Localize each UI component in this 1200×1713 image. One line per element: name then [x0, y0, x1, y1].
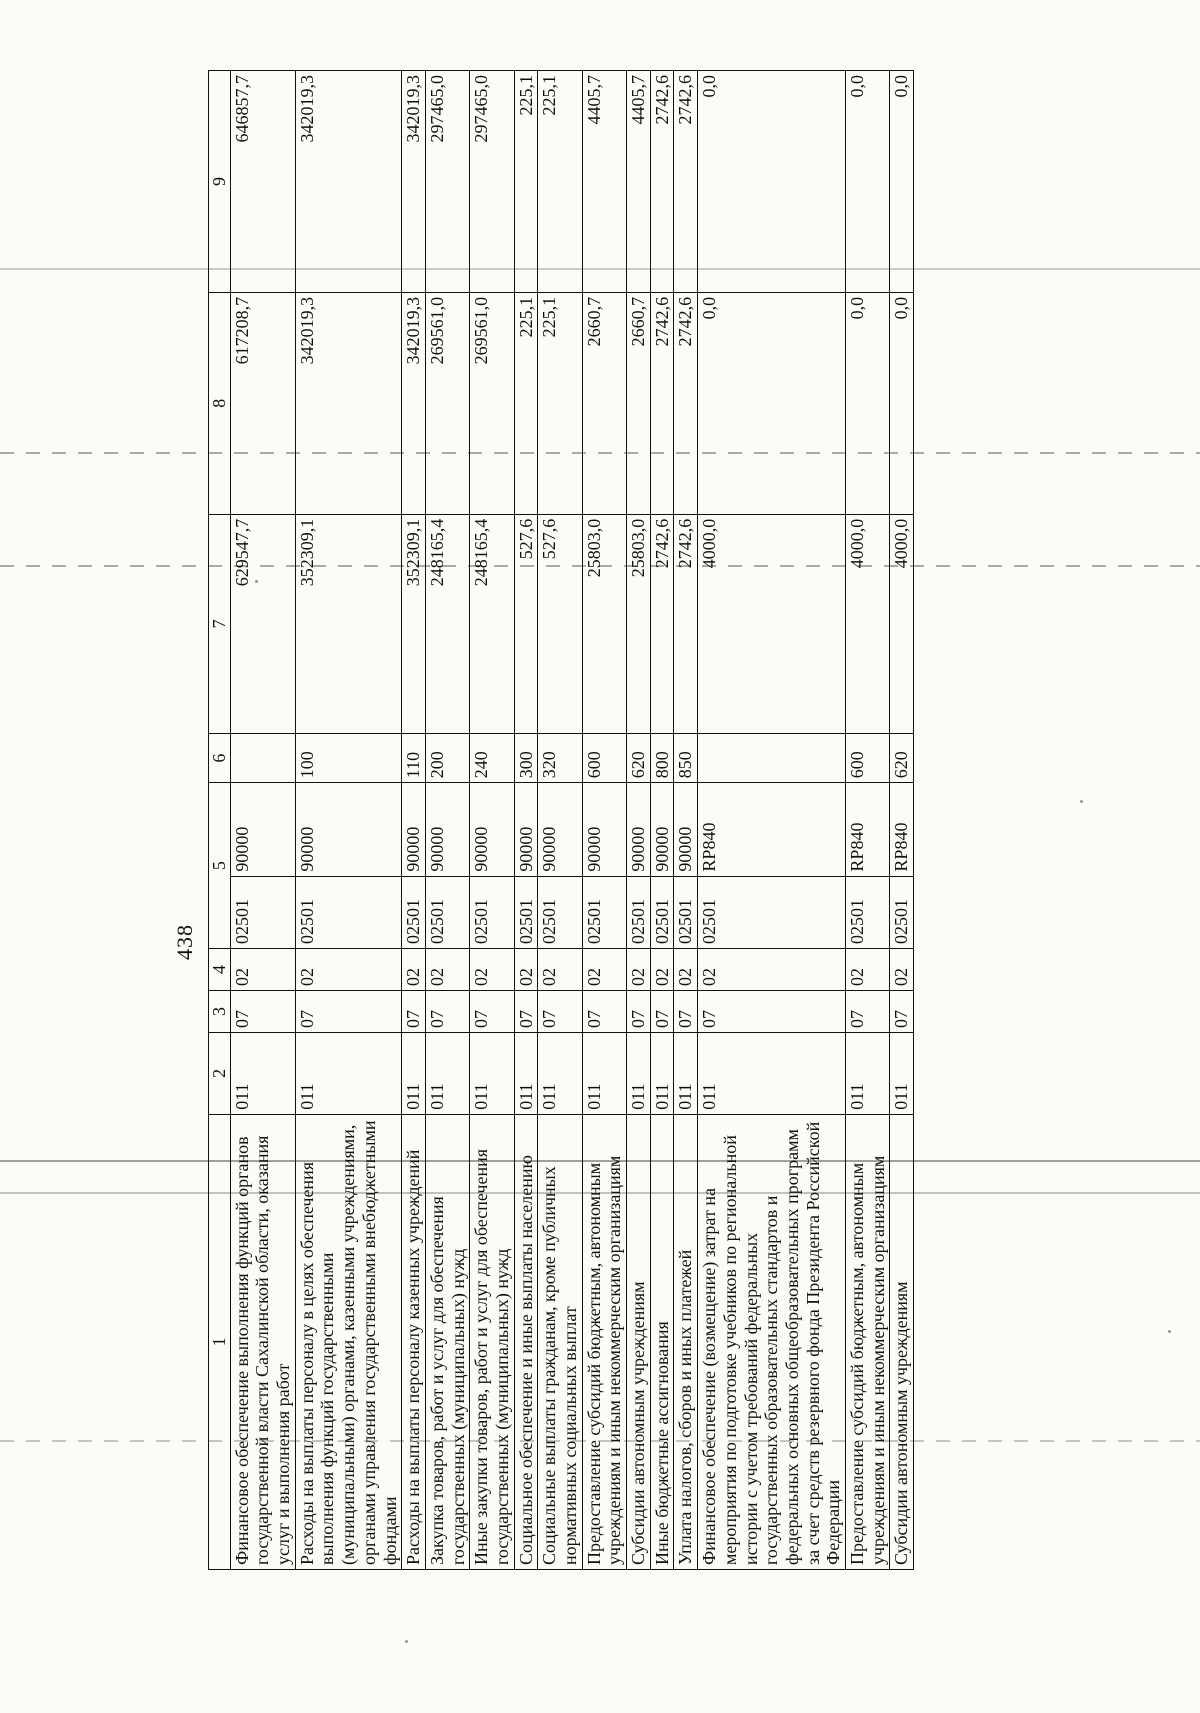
code-cell: 90000 [230, 783, 295, 876]
amount-cell: 2742,6 [650, 292, 674, 514]
column-header: 8 [209, 292, 231, 514]
code-cell: 90000 [538, 783, 582, 876]
amount-cell: 225,1 [538, 71, 582, 293]
table-row [230, 71, 295, 1570]
scan-speck [405, 1640, 408, 1643]
amount-cell: 225,1 [514, 71, 538, 293]
code-cell: 110 [402, 734, 426, 783]
code-cell: 90000 [650, 783, 674, 876]
expense-description: Социальное обеспечение и иные выплаты населению [514, 1114, 538, 1569]
table-row [890, 71, 914, 1570]
amount-cell: 4000,0 [890, 514, 914, 733]
code-cell: 90000 [425, 783, 469, 876]
amount-cell: 225,1 [538, 292, 582, 514]
expense-description: Расходы на выплаты персоналу казенных учреждений [402, 1114, 426, 1569]
table-row [627, 71, 651, 1570]
code-cell: 02501 [650, 876, 674, 948]
amount-cell: 269561,0 [470, 292, 514, 514]
column-header: 7 [209, 514, 231, 733]
code-cell: 90000 [295, 783, 401, 876]
amount-cell: 0,0 [890, 292, 914, 514]
code-cell: 011 [514, 1032, 538, 1114]
expense-description: Социальные выплаты гражданам, кроме публичных нормативных социальных выплат [538, 1114, 582, 1569]
column-header: 3 [209, 990, 231, 1032]
code-cell: 07 [470, 990, 514, 1032]
amount-cell: 2660,7 [582, 292, 626, 514]
column-header: 2 [209, 1032, 231, 1114]
amount-cell: 225,1 [514, 292, 538, 514]
amount-cell: 4405,7 [582, 71, 626, 293]
amount-cell: 269561,0 [425, 292, 469, 514]
code-cell: 011 [425, 1032, 469, 1114]
amount-cell: 2742,6 [650, 71, 674, 293]
amount-cell: 342019,3 [402, 292, 426, 514]
table-row [470, 71, 514, 1570]
code-cell: 02501 [538, 876, 582, 948]
code-cell: 02 [295, 948, 401, 990]
amount-cell: 0,0 [845, 292, 889, 514]
code-cell: 02501 [698, 876, 846, 948]
rotated-content [150, 60, 1190, 1600]
code-cell [230, 734, 295, 783]
column-header: 4 [209, 948, 231, 990]
code-cell: 02501 [295, 876, 401, 948]
amount-cell: 4000,0 [698, 514, 846, 733]
code-cell: 02 [582, 948, 626, 990]
amount-cell: 527,6 [538, 514, 582, 733]
code-cell: 600 [582, 734, 626, 783]
code-cell: 02 [425, 948, 469, 990]
code-cell: 02 [890, 948, 914, 990]
amount-cell: 342019,3 [402, 71, 426, 293]
amount-cell: 2660,7 [627, 292, 651, 514]
code-cell: 800 [650, 734, 674, 783]
amount-cell: 297465,0 [425, 71, 469, 293]
code-cell: 02 [650, 948, 674, 990]
code-cell: 02501 [230, 876, 295, 948]
code-cell: 620 [627, 734, 651, 783]
code-cell: 02501 [627, 876, 651, 948]
amount-cell: 2742,6 [674, 514, 698, 733]
page-number: 438 [172, 924, 197, 960]
column-number-row [209, 71, 231, 1570]
code-cell: 011 [674, 1032, 698, 1114]
table-row [514, 71, 538, 1570]
code-cell: 011 [470, 1032, 514, 1114]
expense-description: Закупка товаров, работ и услуг для обеспечения государственных (муниципальных) нужд [425, 1114, 469, 1569]
column-header: 5 [209, 783, 231, 949]
code-cell: 90000 [674, 783, 698, 876]
code-cell: 200 [425, 734, 469, 783]
code-cell: 07 [845, 990, 889, 1032]
code-cell: 90000 [402, 783, 426, 876]
code-cell: 02 [538, 948, 582, 990]
code-cell: 02 [402, 948, 426, 990]
code-cell: RP840 [890, 783, 914, 876]
code-cell: 600 [845, 734, 889, 783]
code-cell: 02 [627, 948, 651, 990]
amount-cell: 25803,0 [627, 514, 651, 733]
expense-description: Предоставление субсидий бюджетным, автономным учреждениям и иным некоммерческим организациям [845, 1114, 889, 1569]
code-cell: 02501 [425, 876, 469, 948]
code-cell: 07 [698, 990, 846, 1032]
code-cell: 02 [845, 948, 889, 990]
expense-description: Иные закупки товаров, работ и услуг для обеспечения государственных (муниципальных) нужд [470, 1114, 514, 1569]
amount-cell: 646857,7 [230, 71, 295, 293]
amount-cell: 2742,6 [674, 292, 698, 514]
code-cell: 240 [470, 734, 514, 783]
expense-description: Субсидии автономным учреждениям [890, 1114, 914, 1569]
code-cell: RP840 [698, 783, 846, 876]
code-cell: 011 [402, 1032, 426, 1114]
amount-cell: 0,0 [845, 71, 889, 293]
expense-description: Иные бюджетные ассигнования [650, 1114, 674, 1569]
code-cell: 07 [295, 990, 401, 1032]
code-cell: 02 [674, 948, 698, 990]
amount-cell: 297465,0 [470, 71, 514, 293]
amount-cell: 0,0 [698, 292, 846, 514]
code-cell: 011 [230, 1032, 295, 1114]
code-cell: 07 [582, 990, 626, 1032]
code-cell: 07 [674, 990, 698, 1032]
code-cell: 02 [698, 948, 846, 990]
amount-cell: 4000,0 [845, 514, 889, 733]
amount-cell: 527,6 [514, 514, 538, 733]
code-cell: 90000 [582, 783, 626, 876]
expense-description: Финансовое обеспечение (возмещение) затрат на мероприятия по подготовке учебников по региональной истории с учетом требований федеральных государственных образовательных стандартов и федеральных основных общеобразовательных программ за счет средств резервного фонда Президента Российской Федерации [698, 1114, 846, 1569]
amount-cell: 352309,1 [295, 514, 401, 733]
expense-description: Финансовое обеспечение выполнения функций органов государственной власти Сахалинской области, оказания услуг и выполнения работ [230, 1114, 295, 1569]
code-cell: 011 [627, 1032, 651, 1114]
code-cell: 011 [890, 1032, 914, 1114]
table-row [295, 71, 401, 1570]
code-cell: RP840 [845, 783, 889, 876]
landscape-sheet [150, 60, 1190, 1600]
table-row [582, 71, 626, 1570]
code-cell: 02501 [470, 876, 514, 948]
code-cell: 02501 [890, 876, 914, 948]
amount-cell: 342019,3 [295, 71, 401, 293]
code-cell: 07 [627, 990, 651, 1032]
code-cell: 011 [698, 1032, 846, 1114]
code-cell: 320 [538, 734, 582, 783]
code-cell: 02 [514, 948, 538, 990]
code-cell: 02501 [514, 876, 538, 948]
table-row [845, 71, 889, 1570]
amount-cell: 342019,3 [295, 292, 401, 514]
code-cell: 07 [650, 990, 674, 1032]
code-cell: 100 [295, 734, 401, 783]
code-cell: 07 [514, 990, 538, 1032]
code-cell [698, 734, 846, 783]
column-header: 9 [209, 71, 231, 293]
code-cell: 02501 [582, 876, 626, 948]
table-row [538, 71, 582, 1570]
code-cell: 02501 [674, 876, 698, 948]
amount-cell: 0,0 [890, 71, 914, 293]
code-cell: 011 [538, 1032, 582, 1114]
table-row [650, 71, 674, 1570]
amount-cell: 2742,6 [674, 71, 698, 293]
code-cell: 02501 [402, 876, 426, 948]
code-cell: 02 [470, 948, 514, 990]
expense-description: Субсидии автономным учреждениям [627, 1114, 651, 1569]
code-cell: 07 [230, 990, 295, 1032]
amount-cell: 352309,1 [402, 514, 426, 733]
code-cell: 300 [514, 734, 538, 783]
expense-description: Уплата налогов, сборов и иных платежей [674, 1114, 698, 1569]
code-cell: 011 [582, 1032, 626, 1114]
code-cell: 07 [425, 990, 469, 1032]
code-cell: 02 [230, 948, 295, 990]
code-cell: 07 [538, 990, 582, 1032]
code-cell: 850 [674, 734, 698, 783]
expense-description: Расходы на выплаты персоналу в целях обеспечения выполнения функций государственными (муниципальными) органами, казенными учреждениями, органами управления государственными внебюджетными фондами [295, 1114, 401, 1569]
column-header: 1 [209, 1114, 231, 1569]
amount-cell: 0,0 [698, 71, 846, 293]
amount-cell: 25803,0 [582, 514, 626, 733]
code-cell: 011 [295, 1032, 401, 1114]
amount-cell: 4405,7 [627, 71, 651, 293]
table-row [425, 71, 469, 1570]
code-cell: 90000 [470, 783, 514, 876]
code-cell: 90000 [627, 783, 651, 876]
amount-cell: 629547,7 [230, 514, 295, 733]
code-cell: 011 [650, 1032, 674, 1114]
code-cell: 90000 [514, 783, 538, 876]
column-header: 6 [209, 734, 231, 783]
table-row [698, 71, 846, 1570]
amount-cell: 248165,4 [425, 514, 469, 733]
expense-description: Предоставление субсидий бюджетным, автономным учреждениям и иным некоммерческим организациям [582, 1114, 626, 1569]
code-cell: 02501 [845, 876, 889, 948]
code-cell: 07 [402, 990, 426, 1032]
table-row [402, 71, 426, 1570]
table-row [674, 71, 698, 1570]
amount-cell: 248165,4 [470, 514, 514, 733]
amount-cell: 2742,6 [650, 514, 674, 733]
code-cell: 620 [890, 734, 914, 783]
amount-cell: 617208,7 [230, 292, 295, 514]
code-cell: 07 [890, 990, 914, 1032]
code-cell: 011 [845, 1032, 889, 1114]
budget-table [208, 70, 914, 1570]
